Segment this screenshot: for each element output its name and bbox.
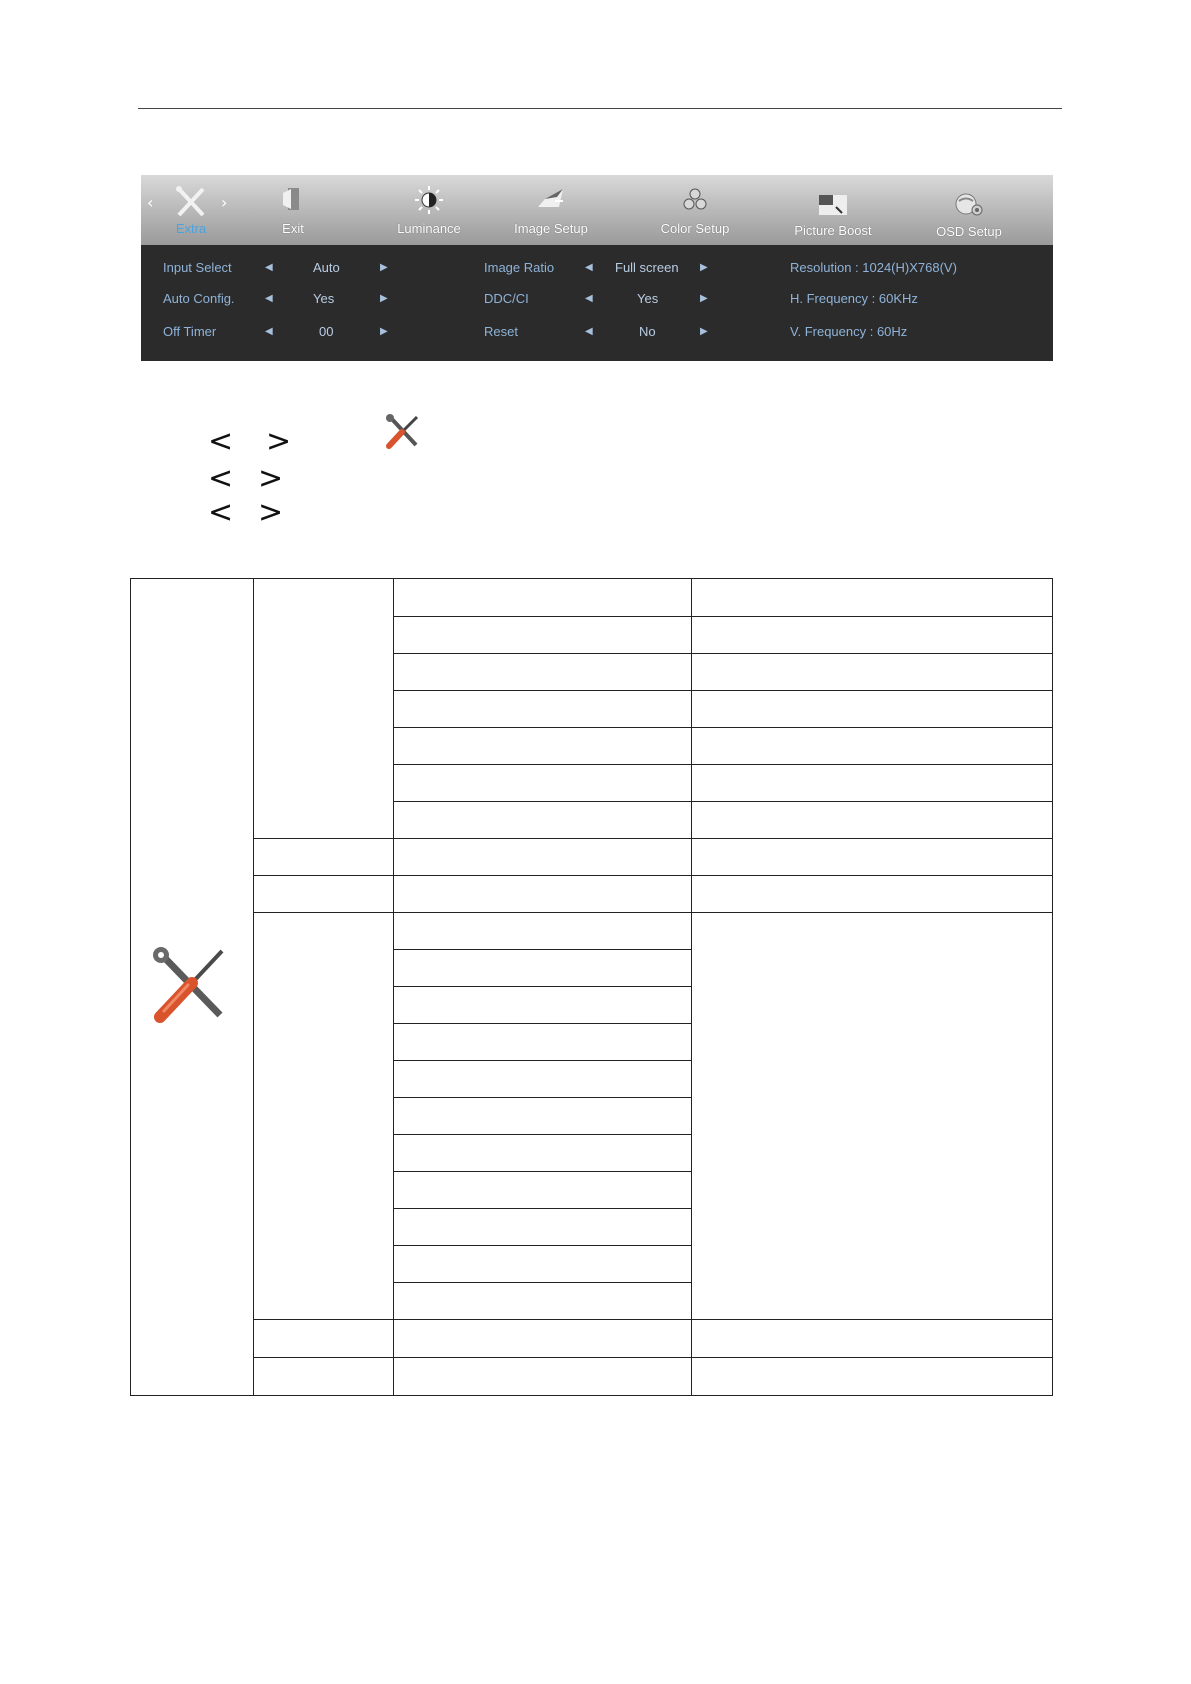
osd-tab-bar	[141, 175, 1053, 245]
right-arrow-icon: >	[258, 461, 284, 496]
reset-value[interactable]: No	[639, 324, 656, 339]
color-icon	[681, 185, 709, 213]
increase-arrow-icon[interactable]: ▶	[700, 262, 708, 273]
sun-icon	[414, 185, 444, 215]
decrease-arrow-icon[interactable]: ◀	[585, 293, 593, 304]
image-ratio-value[interactable]: Full screen	[615, 260, 679, 275]
tools-icon	[173, 185, 209, 219]
tab-extra[interactable]	[159, 175, 223, 245]
off-timer-value[interactable]: 00	[319, 324, 334, 339]
exit-icon	[281, 185, 305, 213]
right-arrow-icon: >	[266, 424, 292, 459]
left-arrow-icon: <	[208, 495, 234, 530]
v-frequency-info: V. Frequency : 60Hz	[790, 324, 908, 339]
tab-image-setup[interactable]	[493, 175, 609, 245]
tab-label: Luminance	[397, 221, 461, 236]
ddc-ci-label: DDC/CI	[484, 291, 529, 306]
increase-arrow-icon[interactable]: ▶	[700, 326, 708, 337]
auto-config-label: Auto Config.	[163, 291, 235, 306]
input-select-value[interactable]: Auto	[313, 260, 340, 275]
tab-exit[interactable]	[261, 175, 325, 245]
ddc-ci-value[interactable]: Yes	[637, 291, 659, 306]
left-arrow-icon: <	[208, 424, 234, 459]
tab-next-arrow-icon[interactable]: ›	[221, 193, 228, 212]
reset-label: Reset	[484, 324, 518, 339]
tools-icon	[384, 413, 422, 451]
off-timer-label: Off Timer	[163, 324, 217, 339]
osd-setup-icon	[953, 191, 985, 219]
decrease-arrow-icon[interactable]: ◀	[265, 262, 273, 273]
auto-config-value[interactable]: Yes	[313, 291, 335, 306]
decrease-arrow-icon[interactable]: ◀	[265, 326, 273, 337]
input-select-label: Input Select	[163, 260, 232, 275]
osd-settings-panel	[141, 245, 1053, 361]
decrease-arrow-icon[interactable]: ◀	[585, 262, 593, 273]
right-arrow-icon: >	[258, 495, 284, 530]
tab-label: Exit	[282, 221, 304, 236]
increase-arrow-icon[interactable]: ▶	[380, 326, 388, 337]
tab-label: Extra	[175, 221, 207, 236]
resolution-info: Resolution : 1024(H)X768(V)	[790, 260, 957, 275]
tools-icon	[150, 945, 230, 1025]
tab-osd-setup[interactable]	[911, 175, 1027, 245]
h-frequency-info: H. Frequency : 60KHz	[790, 291, 918, 306]
tab-prev-arrow-icon[interactable]: ‹	[147, 193, 154, 212]
increase-arrow-icon[interactable]: ▶	[380, 293, 388, 304]
header-rule	[138, 108, 1062, 109]
image-setup-icon	[535, 185, 567, 211]
image-ratio-label: Image Ratio	[484, 260, 555, 275]
decrease-arrow-icon[interactable]: ◀	[585, 326, 593, 337]
tab-picture-boost[interactable]	[773, 175, 893, 245]
tab-label: Color Setup	[660, 221, 730, 236]
tab-label: OSD Setup	[936, 224, 1002, 239]
decrease-arrow-icon[interactable]: ◀	[265, 293, 273, 304]
tab-label: Picture Boost	[794, 223, 872, 238]
increase-arrow-icon[interactable]: ▶	[380, 262, 388, 273]
left-arrow-icon: <	[208, 461, 234, 496]
tab-label: Image Setup	[514, 221, 588, 236]
osd-menu	[141, 175, 1053, 361]
picture-boost-icon	[818, 193, 848, 217]
increase-arrow-icon[interactable]: ▶	[700, 293, 708, 304]
tab-luminance[interactable]	[379, 175, 479, 245]
tab-color-setup[interactable]	[637, 175, 753, 245]
